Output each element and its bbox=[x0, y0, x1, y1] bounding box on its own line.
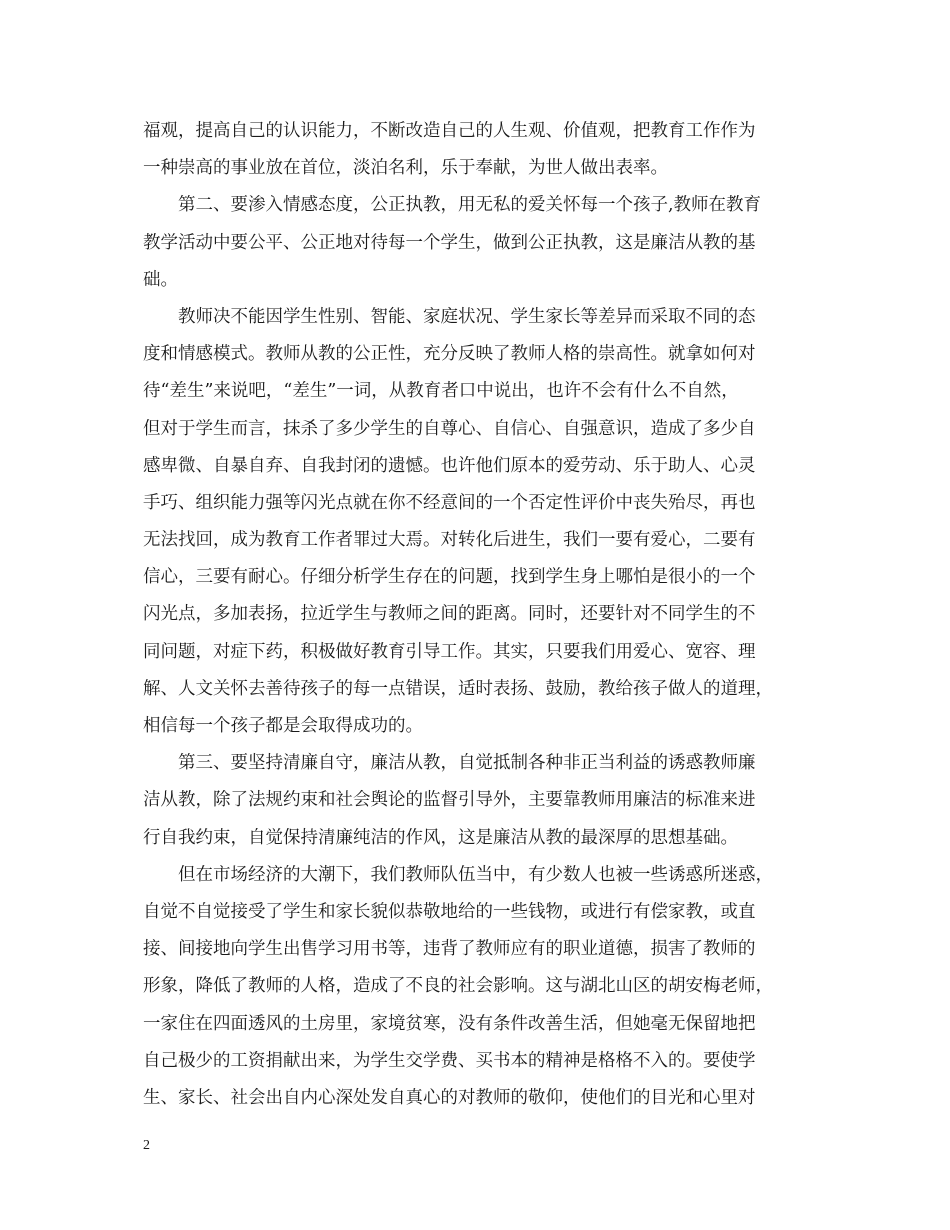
text-line: 自己极少的工资捐献出来，为学生交学费、买书本的精神是格格不入的。要使学 bbox=[143, 1050, 756, 1071]
text-line: 形象，降低了教师的人格，造成了不良的社会影响。这与湖北山区的胡安梅老师， bbox=[143, 976, 773, 997]
text-line: 第三、要坚持清廉自守，廉洁从教，自觉抵制各种非正当利益的诱惑教师廉 bbox=[178, 753, 756, 774]
text-line: 同问题，对症下药，积极做好教育引导工作。其实，只要我们用爱心、宽容、理 bbox=[143, 641, 756, 662]
page-number: 2 bbox=[143, 1138, 150, 1153]
text-line: 础。 bbox=[143, 269, 178, 290]
body-text bbox=[143, 113, 825, 1117]
text-line: 教学活动中要公平、公正地对待每一个学生，做到公正执教，这是廉洁从教的基 bbox=[143, 232, 756, 253]
text-line: 生、家长、社会出自内心深处发自真心的对教师的敬仰，使他们的目光和心里对 bbox=[143, 1087, 756, 1108]
text-line: 待“差生”来说吧，“差生”一词，从教育者口中说出，也许不会有什么不自然， bbox=[143, 381, 739, 402]
text-line: 度和情感模式。教师从教的公正性，充分反映了教师人格的崇高性。就拿如何对 bbox=[143, 344, 756, 365]
text-line: 行自我约束，自觉保持清廉纯洁的作风，这是廉洁从教的最深厚的思想基础。 bbox=[143, 827, 738, 848]
text-line: 信心，三要有耐心。仔细分析学生存在的问题，找到学生身上哪怕是很小的一个 bbox=[143, 567, 756, 588]
text-line: 第二、要渗入情感态度，公正执教，用无私的爱关怀每一个孩子,教师在教育 bbox=[178, 195, 762, 216]
text-line: 手巧、组织能力强等闪光点就在你不经意间的一个否定性评价中丧失殆尽，再也 bbox=[143, 492, 756, 513]
text-line: 解、人文关怀去善待孩子的每一点错误，适时表扬、鼓励，教给孩子做人的道理， bbox=[143, 678, 773, 699]
text-line: 洁从教，除了法规约束和社会舆论的监督引导外，主要靠教师用廉洁的标准来进 bbox=[143, 790, 756, 811]
text-line: 教师决不能因学生性别、智能、家庭状况、学生家长等差异而采取不同的态 bbox=[178, 306, 756, 327]
text-line: 自觉不自觉接受了学生和家长貌似恭敬地给的一些钱物，或进行有偿家教，或直 bbox=[143, 901, 756, 922]
text-line: 但在市场经济的大潮下，我们教师队伍当中，有少数人也被一些诱惑所迷惑， bbox=[178, 864, 773, 885]
text-line: 相信每一个孩子都是会取得成功的。 bbox=[143, 716, 423, 736]
text-line: 一家住在四面透风的土房里，家境贫寒，没有条件改善生活，但她毫无保留地把 bbox=[143, 1013, 756, 1034]
text-line: 福观，提高自己的认识能力，不断改造自己的人生观、价值观，把教育工作作为 bbox=[143, 121, 756, 141]
text-line: 一种崇高的事业放在首位，淡泊名利，乐于奉献，为世人做出表率。 bbox=[143, 158, 668, 179]
text-line: 感卑微、自暴自弃、自我封闭的遗憾。也许他们原本的爱劳动、乐于助人、心灵 bbox=[143, 455, 756, 476]
text-line: 无法找回，成为教育工作者罪过大焉。对转化后进生，我们一要有爱心，二要有 bbox=[143, 530, 756, 551]
text-line: 但对于学生而言，抹杀了多少学生的自尊心、自信心、自强意识，造成了多少自 bbox=[143, 418, 756, 439]
text-line: 接、间接地向学生出售学习用书等，违背了教师应有的职业道德，损害了教师的 bbox=[143, 939, 756, 960]
text-line: 闪光点，多加表扬，拉近学生与教师之间的距离。同时，还要针对不同学生的不 bbox=[143, 604, 756, 625]
